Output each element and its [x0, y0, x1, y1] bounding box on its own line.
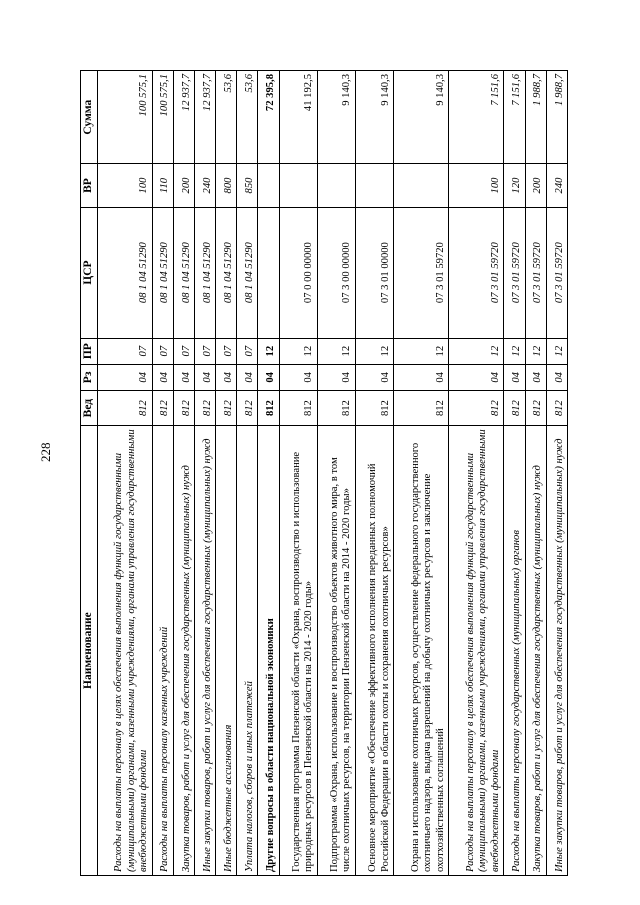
cell-sum: 41 192,5	[279, 71, 317, 164]
cell-name: Закупка товаров, работ и услуг для обеспечения государственных (муниципальных) нужд	[173, 426, 194, 876]
cell-vr: 120	[504, 164, 525, 207]
cell-vr: 100	[449, 164, 504, 207]
cell-csr: 07 3 01 59720	[546, 207, 567, 338]
header-rz: Рз	[81, 364, 98, 390]
cell-ved: 812	[258, 390, 279, 425]
cell-vr	[258, 164, 279, 207]
table-row	[216, 71, 237, 876]
cell-csr	[258, 207, 279, 338]
cell-rz: 04	[525, 364, 546, 390]
header-ved: Вед	[81, 390, 98, 425]
table-row	[525, 71, 546, 876]
cell-ved: 812	[504, 390, 525, 425]
cell-csr: 07 3 01 59720	[394, 207, 449, 338]
cell-rz: 04	[173, 364, 194, 390]
table-row	[449, 71, 504, 876]
cell-rz: 04	[216, 364, 237, 390]
cell-csr: 08 1 04 51290	[195, 207, 216, 338]
cell-sum: 1 988,7	[546, 71, 567, 164]
table-row	[317, 71, 355, 876]
cell-ved: 812	[394, 390, 449, 425]
cell-sum: 100 575,1	[97, 71, 152, 164]
cell-ved: 812	[279, 390, 317, 425]
cell-pr: 12	[394, 338, 449, 364]
cell-pr: 07	[97, 338, 152, 364]
cell-csr: 07 3 01 59720	[449, 207, 504, 338]
cell-rz: 04	[97, 364, 152, 390]
cell-pr: 07	[216, 338, 237, 364]
cell-name: Расходы на выплаты персоналу в целях обеспечения выполнения функций государственными (муниципальными) органами, казенными учреждениями, органами управления государственными внебюджетными фондами	[97, 426, 152, 876]
cell-sum: 12 937,7	[195, 71, 216, 164]
cell-rz: 04	[258, 364, 279, 390]
cell-rz: 04	[279, 364, 317, 390]
cell-rz: 04	[237, 364, 258, 390]
cell-sum: 9 140,3	[355, 71, 393, 164]
cell-csr: 07 3 01 00000	[355, 207, 393, 338]
budget-table-container	[80, 70, 568, 876]
cell-sum: 9 140,3	[317, 71, 355, 164]
cell-ved: 812	[173, 390, 194, 425]
cell-pr: 12	[317, 338, 355, 364]
cell-sum: 12 937,7	[173, 71, 194, 164]
cell-name: Расходы на выплаты персоналу государственных (муниципальных) органов	[504, 426, 525, 876]
cell-name: Уплата налогов, сборов и иных платежей	[237, 426, 258, 876]
cell-pr: 12	[525, 338, 546, 364]
cell-vr: 850	[237, 164, 258, 207]
table-row	[173, 71, 194, 876]
cell-pr: 07	[173, 338, 194, 364]
cell-sum: 7 151,6	[504, 71, 525, 164]
cell-vr: 110	[152, 164, 173, 207]
cell-ved: 812	[216, 390, 237, 425]
cell-csr: 08 1 04 51290	[216, 207, 237, 338]
cell-ved: 812	[546, 390, 567, 425]
cell-sum: 100 575,1	[152, 71, 173, 164]
header-sum: Сумма	[81, 71, 98, 164]
cell-ved: 812	[97, 390, 152, 425]
cell-pr: 12	[355, 338, 393, 364]
cell-pr: 12	[546, 338, 567, 364]
cell-name: Иные закупки товаров, работ и услуг для обеспечения государственных (муниципальных) нужд	[195, 426, 216, 876]
cell-pr: 12	[258, 338, 279, 364]
table-row	[279, 71, 317, 876]
cell-sum: 7 151,6	[449, 71, 504, 164]
cell-rz: 04	[546, 364, 567, 390]
cell-name: Государственная программа Пензенской области «Охрана, воспроизводство и использование природных ресурсов в Пензенской области на 2014 - 2020 годы»	[279, 426, 317, 876]
cell-rz: 04	[195, 364, 216, 390]
cell-ved: 812	[195, 390, 216, 425]
cell-csr: 08 1 04 51290	[173, 207, 194, 338]
page-number: 228	[38, 442, 53, 462]
header-csr: ЦСР	[81, 207, 98, 338]
table-header-row	[81, 71, 98, 876]
cell-rz: 04	[355, 364, 393, 390]
cell-ved: 812	[525, 390, 546, 425]
cell-ved: 812	[449, 390, 504, 425]
cell-rz: 04	[449, 364, 504, 390]
header-name: Наименование	[81, 426, 98, 876]
cell-rz: 04	[394, 364, 449, 390]
cell-pr: 12	[504, 338, 525, 364]
cell-vr	[317, 164, 355, 207]
table-row	[152, 71, 173, 876]
cell-pr: 07	[237, 338, 258, 364]
cell-vr	[279, 164, 317, 207]
cell-ved: 812	[355, 390, 393, 425]
cell-sum: 53,6	[237, 71, 258, 164]
cell-name: Другие вопросы в области национальной экономики	[258, 426, 279, 876]
table-row	[237, 71, 258, 876]
cell-name: Охрана и использование охотничьих ресурсов, осуществление федерального государственного охотничьего надзора, выдача разрешений на добычу охотничьих ресурсов и заключение охотхозяйственных соглашений	[394, 426, 449, 876]
cell-csr: 07 3 00 00000	[317, 207, 355, 338]
cell-name: Подпрограмма «Охрана, использование и воспроизводство объектов животного мира, в том числе охотничьих ресурсов, на территории Пензенской области на 2014 - 2020 годы»	[317, 426, 355, 876]
cell-pr: 12	[449, 338, 504, 364]
table-row	[394, 71, 449, 876]
cell-sum: 9 140,3	[394, 71, 449, 164]
cell-csr: 07 3 01 59720	[504, 207, 525, 338]
cell-pr: 12	[279, 338, 317, 364]
cell-csr: 08 1 04 51290	[237, 207, 258, 338]
cell-ved: 812	[317, 390, 355, 425]
cell-csr: 08 1 04 51290	[97, 207, 152, 338]
table-row	[355, 71, 393, 876]
cell-ved: 812	[237, 390, 258, 425]
cell-name: Иные закупки товаров, работ и услуг для обеспечения государственных (муниципальных) нужд	[546, 426, 567, 876]
cell-rz: 04	[504, 364, 525, 390]
cell-sum: 72 395,8	[258, 71, 279, 164]
budget-table	[80, 70, 568, 876]
cell-vr: 200	[525, 164, 546, 207]
cell-vr	[355, 164, 393, 207]
cell-vr: 240	[546, 164, 567, 207]
cell-rz: 04	[317, 364, 355, 390]
cell-name: Расходы на выплаты персоналу казенных учреждений	[152, 426, 173, 876]
cell-pr: 07	[152, 338, 173, 364]
cell-name: Закупка товаров, работ и услуг для обеспечения государственных (муниципальных) нужд	[525, 426, 546, 876]
cell-pr: 07	[195, 338, 216, 364]
cell-vr: 100	[97, 164, 152, 207]
cell-vr: 200	[173, 164, 194, 207]
cell-csr: 07 3 01 59720	[525, 207, 546, 338]
header-pr: ПР	[81, 338, 98, 364]
header-vr: ВР	[81, 164, 98, 207]
cell-name: Основное мероприятие «Обеспечение эффективного исполнения переданных полномочий Российской Федерации в области охоты и сохранения охотничьих ресурсов»	[355, 426, 393, 876]
cell-rz: 04	[152, 364, 173, 390]
cell-csr: 08 1 04 51290	[152, 207, 173, 338]
cell-sum: 1 988,7	[525, 71, 546, 164]
table-row	[546, 71, 567, 876]
cell-vr: 800	[216, 164, 237, 207]
cell-vr: 240	[195, 164, 216, 207]
cell-name: Иные бюджетные ассигнования	[216, 426, 237, 876]
table-row	[504, 71, 525, 876]
cell-ved: 812	[152, 390, 173, 425]
table-row	[258, 71, 279, 876]
cell-csr: 07 0 00 00000	[279, 207, 317, 338]
table-row	[97, 71, 152, 876]
cell-name: Расходы на выплаты персоналу в целях обеспечения выполнения функций государственными (муниципальными) органами, казенными учреждениями, органами управления государственными внебюджетными фондами	[449, 426, 504, 876]
cell-vr	[394, 164, 449, 207]
cell-sum: 53,6	[216, 71, 237, 164]
table-row	[195, 71, 216, 876]
